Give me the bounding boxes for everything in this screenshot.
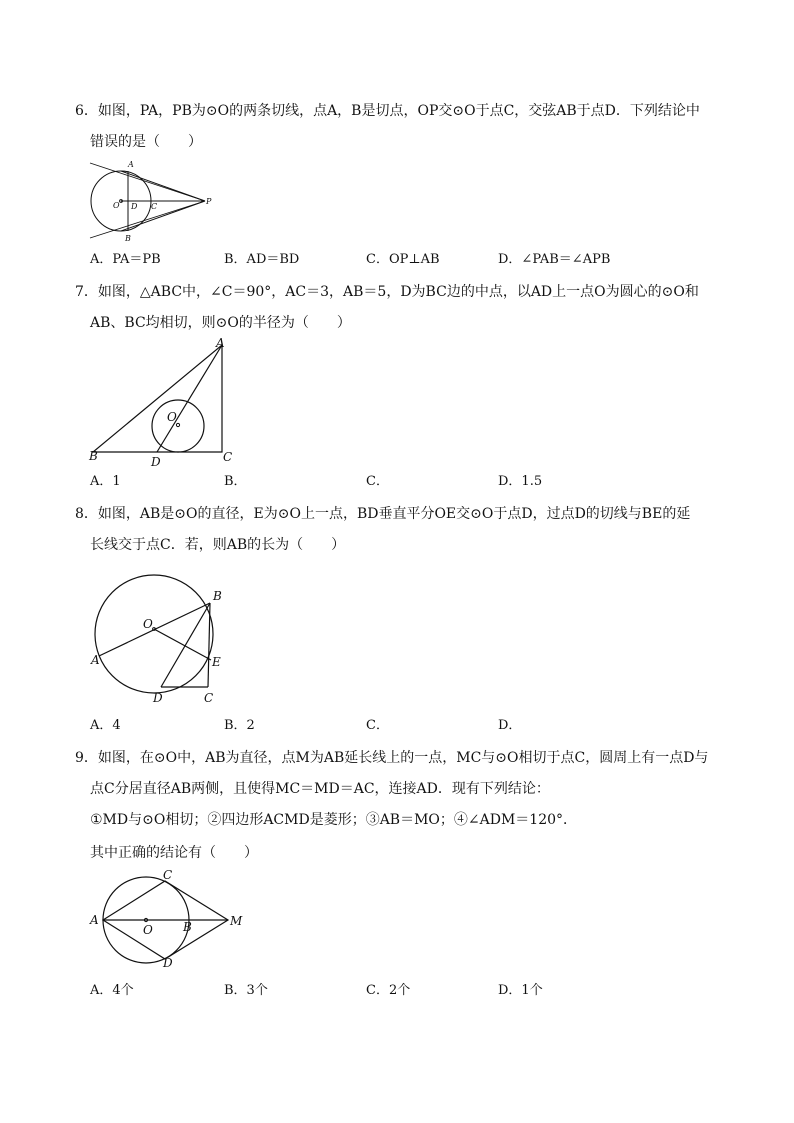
- q9-option-d[interactable]: D．1个: [498, 983, 543, 998]
- q6-option-b[interactable]: B．AD＝BD: [224, 252, 300, 267]
- q8-radius-oe: [154, 629, 211, 660]
- q9-label-c: C: [163, 868, 173, 882]
- q9-label-o: O: [143, 923, 153, 937]
- q8-option-a[interactable]: A．4: [90, 718, 121, 733]
- q8-label-d: D: [153, 691, 163, 705]
- q8-label-o: O: [143, 617, 153, 631]
- q7-option-c[interactable]: C．: [366, 474, 389, 489]
- q6-extra-line: [90, 163, 205, 201]
- q7-label-b: B: [89, 449, 98, 463]
- q7-figure: [85, 335, 245, 470]
- q6-figure: [85, 158, 220, 243]
- q6-label-a: A: [128, 160, 134, 169]
- q6-label-c: C: [151, 202, 158, 211]
- q7-stem-line2: AB、BC均相切，则⊙O的半径为（ ）: [90, 315, 351, 331]
- q9-stem-line2: 点C分居直径AB两侧，且使得MC＝MD＝AC，连接AD．现有下列结论：: [90, 781, 550, 797]
- q7-option-b[interactable]: B．: [224, 474, 247, 489]
- q8-stem-line1: 8．如图，AB是⊙O的直径，E为⊙O上一点，BD垂直平分OE交⊙O于点D，过点D的切线与BE的延: [75, 506, 691, 522]
- q8-stem-line2: 长线交于点C．若，则AB的长为（ ）: [90, 537, 346, 553]
- q9-label-a: A: [90, 913, 99, 927]
- q9-label-d: D: [163, 956, 173, 970]
- q7-segment-ad: [157, 345, 222, 452]
- q7-point-o: [176, 423, 179, 426]
- q7-label-a: A: [216, 336, 225, 350]
- q7-option-a[interactable]: A．1: [90, 474, 121, 489]
- q8-chord-bd: [161, 603, 210, 687]
- q8-option-d[interactable]: D．: [498, 718, 522, 733]
- q8-option-b[interactable]: B．2: [224, 718, 255, 733]
- q7-option-d[interactable]: D．1.5: [498, 474, 543, 489]
- q6-label-o: O: [113, 201, 120, 210]
- q9-option-c[interactable]: C．2个: [366, 983, 411, 998]
- q9-conclusions: ①MD与⊙O相切；②四边形ACMD是菱形；③AB＝MO；④∠ADM＝120°．: [90, 812, 578, 828]
- q9-option-b[interactable]: B．3个: [224, 983, 268, 998]
- q6-stem-line1: 6．如图，PA，PB为⊙O的两条切线，点A，B是切点，OP交⊙O于点C，交弦AB于点D．下列结论中: [75, 103, 700, 119]
- q6-option-d[interactable]: D．∠PAB＝∠APB: [498, 252, 611, 267]
- q9-stem-line4: 其中正确的结论有（ ）: [90, 845, 258, 861]
- q6-label-b: B: [125, 234, 131, 243]
- q8-option-c[interactable]: C．: [366, 718, 389, 733]
- q7-circle-o: [152, 400, 204, 452]
- q9-stem-line1: 9．如图，在⊙O中，AB为直径，点M为AB延长线上的一点，MC与⊙O相切于点C，圆周上有一点D与: [75, 750, 709, 766]
- q9-label-b: B: [183, 920, 192, 934]
- q9-option-a[interactable]: A．4个: [90, 983, 134, 998]
- q8-label-c: C: [204, 691, 214, 705]
- q6-option-c[interactable]: C．OP⊥AB: [366, 252, 440, 267]
- q6-extra-line-2: [90, 201, 205, 238]
- q9-figure: [85, 865, 255, 975]
- q9-label-m: M: [230, 914, 243, 928]
- q7-label-o: O: [167, 410, 177, 424]
- q6-option-a[interactable]: A．PA＝PB: [90, 252, 161, 267]
- q6-label-d: D: [131, 202, 138, 211]
- q8-label-a: A: [91, 653, 100, 667]
- q7-label-d: D: [151, 455, 161, 469]
- q8-label-e: E: [212, 655, 221, 669]
- q7-label-c: C: [223, 450, 233, 464]
- q6-stem-line2: 错误的是（ ）: [90, 134, 202, 150]
- q8-circle-o: [95, 575, 213, 693]
- q7-stem-line1: 7．如图，△ABC中，∠C＝90°，AC＝3，AB＝5，D为BC边的中点，以AD上一点O为圆心的⊙O和: [75, 284, 699, 300]
- q8-figure: [85, 572, 235, 707]
- q6-label-p: P: [206, 197, 212, 206]
- q8-label-b: B: [213, 589, 222, 603]
- q8-segment-bc: [208, 603, 210, 687]
